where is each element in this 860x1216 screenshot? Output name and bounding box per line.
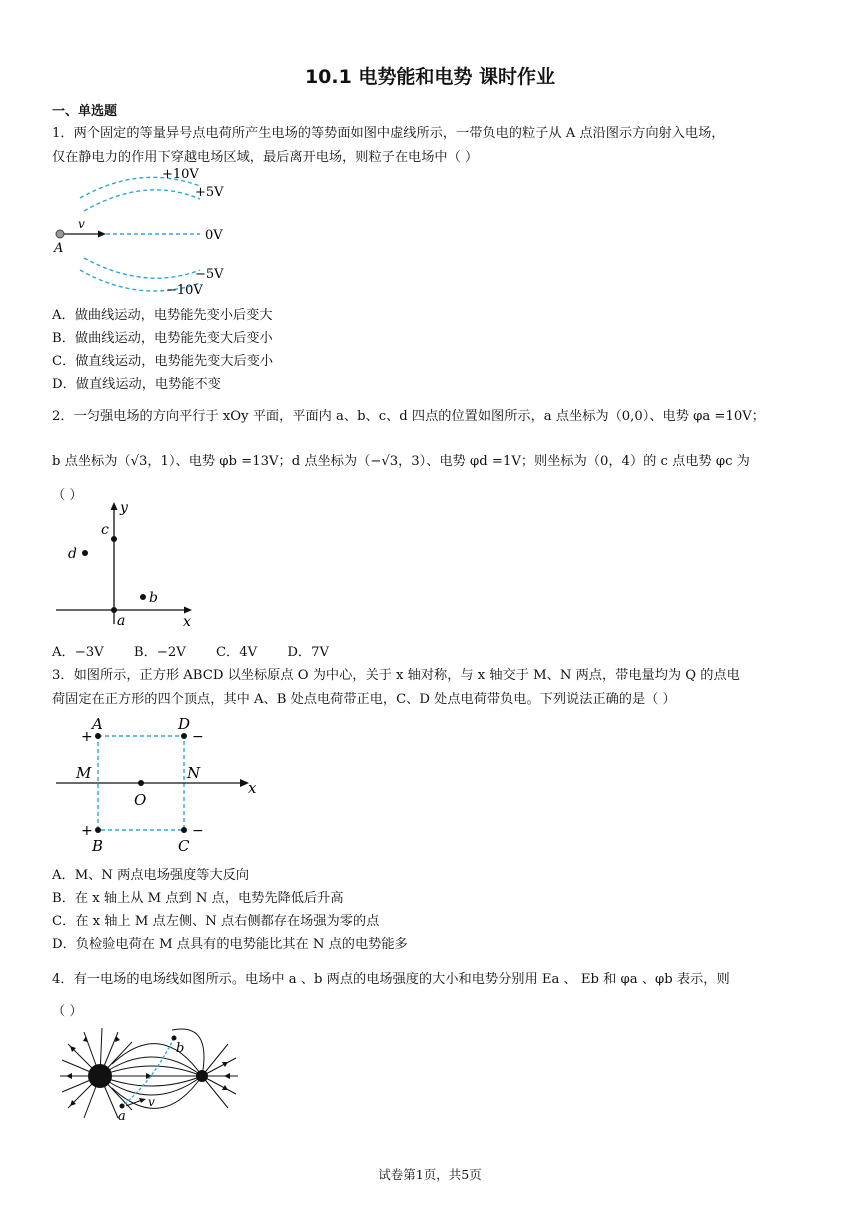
q3-text-line2: 荷固定在正方形的四个顶点，其中 A、B 处点电荷带正电，C、D 处点电荷带负电。下列说法正确的是（ ） <box>52 692 676 707</box>
svg-text:d: d <box>68 546 77 562</box>
svg-text:−: − <box>192 729 204 745</box>
q4-text-line2: （ ） <box>52 1004 83 1019</box>
svg-text:+: + <box>81 729 93 745</box>
q1-label-v: v <box>78 217 85 231</box>
q2-options-row <box>52 641 355 660</box>
q3-square-figure <box>52 708 262 856</box>
q1-equipotential-figure <box>50 166 240 298</box>
svg-text:a: a <box>118 1109 126 1122</box>
q1-label-minus5: −5V <box>195 267 224 282</box>
q1-option-c: C．做直线运动，电势能先变大后变小 <box>52 354 274 369</box>
svg-text:v: v <box>148 1095 155 1109</box>
q4-large-charge <box>88 1064 112 1088</box>
q1-text-line2: 仅在静电力的作用下穿越电场区域，最后离开电场，则粒子在电场中（ ） <box>52 150 479 165</box>
q1-particle <box>56 230 64 238</box>
q2-option-d: D．7V <box>287 645 330 660</box>
q1-arrow-head <box>98 231 106 238</box>
q4-text-line1: 4．有一电场的电场线如图所示。电场中 a 、b 两点的电场强度的大小和电势分别用 Ea 、 Eb 和 φa 、φb 表示，则 <box>52 972 730 987</box>
page-title: 10.1 电势能和电势 课时作业 <box>304 66 556 88</box>
svg-text:y: y <box>120 500 128 516</box>
q1-label-plus5: +5V <box>195 185 224 200</box>
page-footer: 试卷第1页，共5页 <box>378 1167 482 1182</box>
q1-label-A: A <box>54 241 64 256</box>
q4-field-lines-figure <box>52 1022 242 1122</box>
svg-text:x: x <box>183 614 191 630</box>
q1-text-line1: 1．两个固定的等量异号点电荷所产生电场的等势面如图中虚线所示，一带负电的粒子从 A 点沿图示方向射入电场， <box>52 126 725 141</box>
q3-option-b: B．在 x 轴上从 M 点到 N 点，电势先降低后升高 <box>52 891 344 906</box>
q4-small-charge <box>196 1070 208 1082</box>
section-heading: 一、单选题 <box>52 104 118 119</box>
svg-text:b: b <box>149 590 158 606</box>
q4-point-a <box>120 1104 125 1109</box>
q2-option-a: A．−3V <box>52 645 104 660</box>
q2-point-b <box>140 594 146 600</box>
q1-curve-plus5 <box>84 190 200 211</box>
q3-option-c: C．在 x 轴上 M 点左侧、N 点右侧都存在场强为零的点 <box>52 914 380 929</box>
svg-text:C: C <box>178 837 190 855</box>
svg-text:M: M <box>76 764 92 782</box>
q3-text-line1: 3．如图所示，正方形 ABCD 以坐标原点 O 为中心，关于 x 轴对称，与 x 轴交于 M、N 两点，带电量均为 Q 的点电 <box>52 668 740 683</box>
q2-point-d <box>82 550 88 556</box>
svg-text:B: B <box>92 837 104 855</box>
q3-point-C <box>181 827 187 833</box>
q1-option-a: A．做曲线运动，电势能先变小后变大 <box>52 308 273 323</box>
q1-option-d: D．做直线运动，电势能不变 <box>52 377 221 392</box>
q1-label-minus10: −10V <box>166 283 203 298</box>
svg-text:N: N <box>187 764 201 782</box>
q3-point-O <box>138 780 144 786</box>
q1-option-b: B．做曲线运动，电势能先变大后变小 <box>52 331 273 346</box>
svg-text:x: x <box>248 779 257 797</box>
svg-text:+: + <box>81 823 93 839</box>
svg-text:c: c <box>101 522 109 538</box>
svg-text:a: a <box>117 613 126 629</box>
q2-text-line3: （ ） <box>52 488 83 503</box>
q1-label-zero: 0V <box>205 228 223 243</box>
q2-point-c <box>111 536 117 542</box>
q3-option-d: D．负检验电荷在 M 点具有的电势能比其在 N 点的电势能多 <box>52 937 408 952</box>
svg-text:O: O <box>134 791 147 809</box>
q3-point-B <box>95 827 101 833</box>
q4-point-b <box>172 1036 177 1041</box>
q2-text-line2: b 点坐标为（√3，1）、电势 φb =13V；d 点坐标为（−√3，3）、电势 φd =1V；则坐标为（0，4）的 c 点电势 φc 为 <box>52 454 750 469</box>
svg-text:b: b <box>176 1041 185 1056</box>
svg-text:−: − <box>192 823 204 839</box>
q2-option-c: C．4V <box>215 645 258 660</box>
q3-point-D <box>181 733 187 739</box>
q3-option-a: A．M、N 两点电场强度等大反向 <box>52 868 250 883</box>
q2-option-b: B．−2V <box>133 645 186 660</box>
q2-text-line1: 2．一匀强电场的方向平行于 xOy 平面，平面内 a、b、c、d 四点的位置如图所示，a 点坐标为（0,0）、电势 φa =10V； <box>52 409 765 424</box>
q1-label-plus10: +10V <box>162 167 199 182</box>
q3-point-A <box>95 733 101 739</box>
q2-coordinate-figure <box>52 498 202 636</box>
svg-text:D: D <box>178 715 191 733</box>
svg-text:A: A <box>92 715 103 733</box>
q1-curve-minus5 <box>84 258 200 278</box>
